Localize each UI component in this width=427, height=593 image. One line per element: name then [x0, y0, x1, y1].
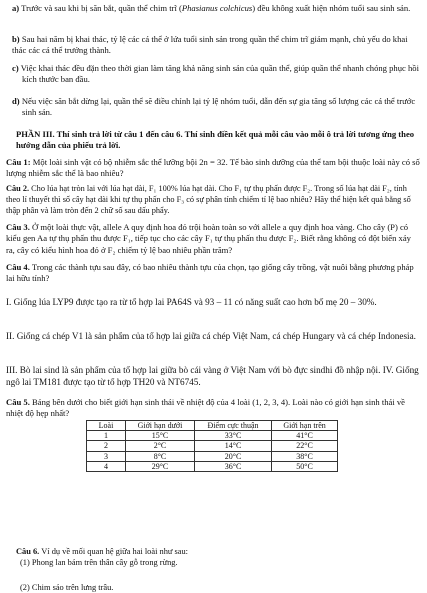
table-header-row [87, 421, 338, 431]
question-text: Ví dụ về mối quan hệ giữa hai loài như sau: [41, 547, 189, 556]
section-heading: PHẦN III. Thí sinh trả lời từ câu 1 đến câu 6. Thí sinh điền kết quả mỗi câu vào mỗi ô trả lời tương ứng theo hướng dẫn của phiếu trả lời. [16, 129, 415, 151]
table-cell: 36°C [194, 461, 271, 471]
achievement-item: III. Bò lai sind là sản phẩm của tổ hợp lai giữa bò cái vàng ở Việt Nam với bò đực sindhi đồ nhập nội. IV. Giống ngô lai TM181 được tạo từ tổ hợp TH20 và NT6745. [6, 365, 419, 388]
question-5 [6, 397, 421, 420]
statement-a [6, 3, 421, 14]
table-cell: 2°C [126, 441, 195, 451]
question-text: Bảng bên dưới cho biết giới hạn sinh thái về nhiệt độ của 4 loài (1, 2, 3, 4). Loài nào có giới hạn sinh thái về nhiệt độ hẹp nhất? [6, 397, 405, 419]
table-cell: 3 [87, 451, 126, 461]
achievement-3 [6, 364, 421, 388]
table-header: Giới hạn trên [272, 421, 338, 431]
table-cell: 8°C [126, 451, 195, 461]
question-2 [6, 184, 421, 217]
question-text: Ở một loài thực vật, allele A quy định hoa đỏ trội hoàn toàn so với allele a quy định hoa vàng. Cho cây (P) có kiểu gen Aa tự thụ phấn thu được F₁, tiếp tục cho các cây F₁ tự thụ phấn thu được F₂. Biết rằng không có đột biến xảy ra, cây có kiểu hình hoa đỏ ở F₂ chiếm tỷ lệ bao nhiêu phần trăm? [6, 222, 411, 255]
list-item: (2) Chim sáo trên lưng trâu. [20, 583, 114, 593]
temperature-table [86, 420, 338, 472]
question-label: Câu 2. [6, 184, 30, 193]
achievement-item: II. Giống cá chép V1 là sản phẩm của tổ hợp lai giữa cá chép Việt Nam, cá chép Hungary và cá chép Indonesia. [6, 331, 416, 341]
question-label: Câu 1: [6, 157, 31, 167]
statement-label: a) [12, 3, 20, 13]
table-cell: 50°C [272, 461, 338, 471]
statement-label: d) [12, 96, 20, 106]
temperature-table-wrap [86, 420, 338, 472]
table-cell: 4 [87, 461, 126, 471]
latin-name: Phasianus colchicus [181, 3, 253, 13]
statement-text: ) đều không xuất hiện nhóm tuổi sau sinh sản. [252, 3, 411, 13]
part3-heading [6, 129, 421, 152]
statement-d [6, 96, 421, 119]
statement-text: Sau hai năm bị khai thác, tỷ lệ các cá thể ở lứa tuổi sinh sản trong quần thể chim trĩ giảm mạnh, chủ yếu do khai thác các cá thể trưởng thành. [12, 34, 408, 56]
table-cell: 29°C [126, 461, 195, 471]
table-cell: 1 [87, 431, 126, 441]
question-4 [6, 262, 421, 285]
question-label: Câu 3. [6, 222, 30, 232]
table-row [87, 451, 338, 461]
table-cell: 38°C [272, 451, 338, 461]
question-3 [6, 222, 421, 256]
statement-text: Trước và sau khi bị săn bắt, quần thể chim trĩ ( [21, 3, 182, 13]
table-cell: 2 [87, 441, 126, 451]
table-header: Loài [87, 421, 126, 431]
table-cell: 33°C [194, 431, 271, 441]
q6-examples [16, 557, 421, 593]
statement-b [6, 34, 421, 57]
question-6 [16, 546, 421, 593]
question-text: Trong các thành tựu sau đây, có bao nhiêu thành tựu của chọn, tạo giống cây trồng, vật nuôi bằng phương pháp lai hữu tính? [6, 262, 414, 284]
statement-label: b) [12, 34, 20, 44]
question-label: Câu 5. [6, 397, 30, 407]
question-text: Một loài sinh vật có bộ nhiễm sắc thể lưỡng bội 2n = 32. Tế bào sinh dưỡng của thể tam bội thuộc loài này có số lượng nhiễm sắc thể là bao nhiêu? [6, 157, 420, 179]
table-cell: 15°C [126, 431, 195, 441]
statements-top [6, 3, 421, 14]
table-row [87, 441, 338, 451]
statement-label: c) [12, 63, 19, 73]
table-header: Giới hạn dưới [126, 421, 195, 431]
table-row [87, 461, 338, 471]
achievement-item: I. Giống lúa LYP9 được tạo ra từ tổ hợp lai PA64S và 93 – 11 có năng suất cao hơn bố mẹ 20 – 30%. [6, 297, 377, 307]
question-label: Câu 6. [16, 547, 40, 556]
statement-text: Nếu việc săn bắt dừng lại, quần thể sẽ điều chỉnh lại tỷ lệ nhóm tuổi, dẫn đến sự gia tăng số lượng các cá thể trước sinh sản. [21, 96, 416, 118]
question-label: Câu 4. [6, 262, 30, 272]
question-text: Cho lúa hạt tròn lai với lúa hạt dài, F₁ 100% lúa hạt dài. Cho F₁ tự thụ phấn được F₂. Trong số lúa hạt dài F₂, tính theo lí thuyết thì số cây hạt dài khi tự thụ phấn cho F₃ có sự phân tính chiếm tỉ lệ bao nhiêu? Hãy thể hiện kết quả bằng số thập phân và làm tròn đến 2 chữ số sau dấu phẩy. [6, 184, 411, 215]
table-cell: 22°C [272, 441, 338, 451]
table-cell: 41°C [272, 431, 338, 441]
achievement-2 [6, 330, 421, 342]
achievement-1 [6, 296, 421, 308]
table-header: Điểm cực thuận [194, 421, 271, 431]
table-row [87, 431, 338, 441]
statement-text: Việc khai thác đều đặn theo thời gian làm tăng khả năng sinh sản của quần thể, giúp quần thể nhanh chóng phục hồi kích thước ban đầu. [20, 63, 419, 85]
table-cell: 14°C [194, 441, 271, 451]
question-1 [6, 157, 421, 180]
statement-c [6, 63, 421, 86]
table-cell: 20°C [194, 451, 271, 461]
list-item: (1) Phong lan bám trên thân cây gỗ trong rừng. [20, 558, 178, 568]
